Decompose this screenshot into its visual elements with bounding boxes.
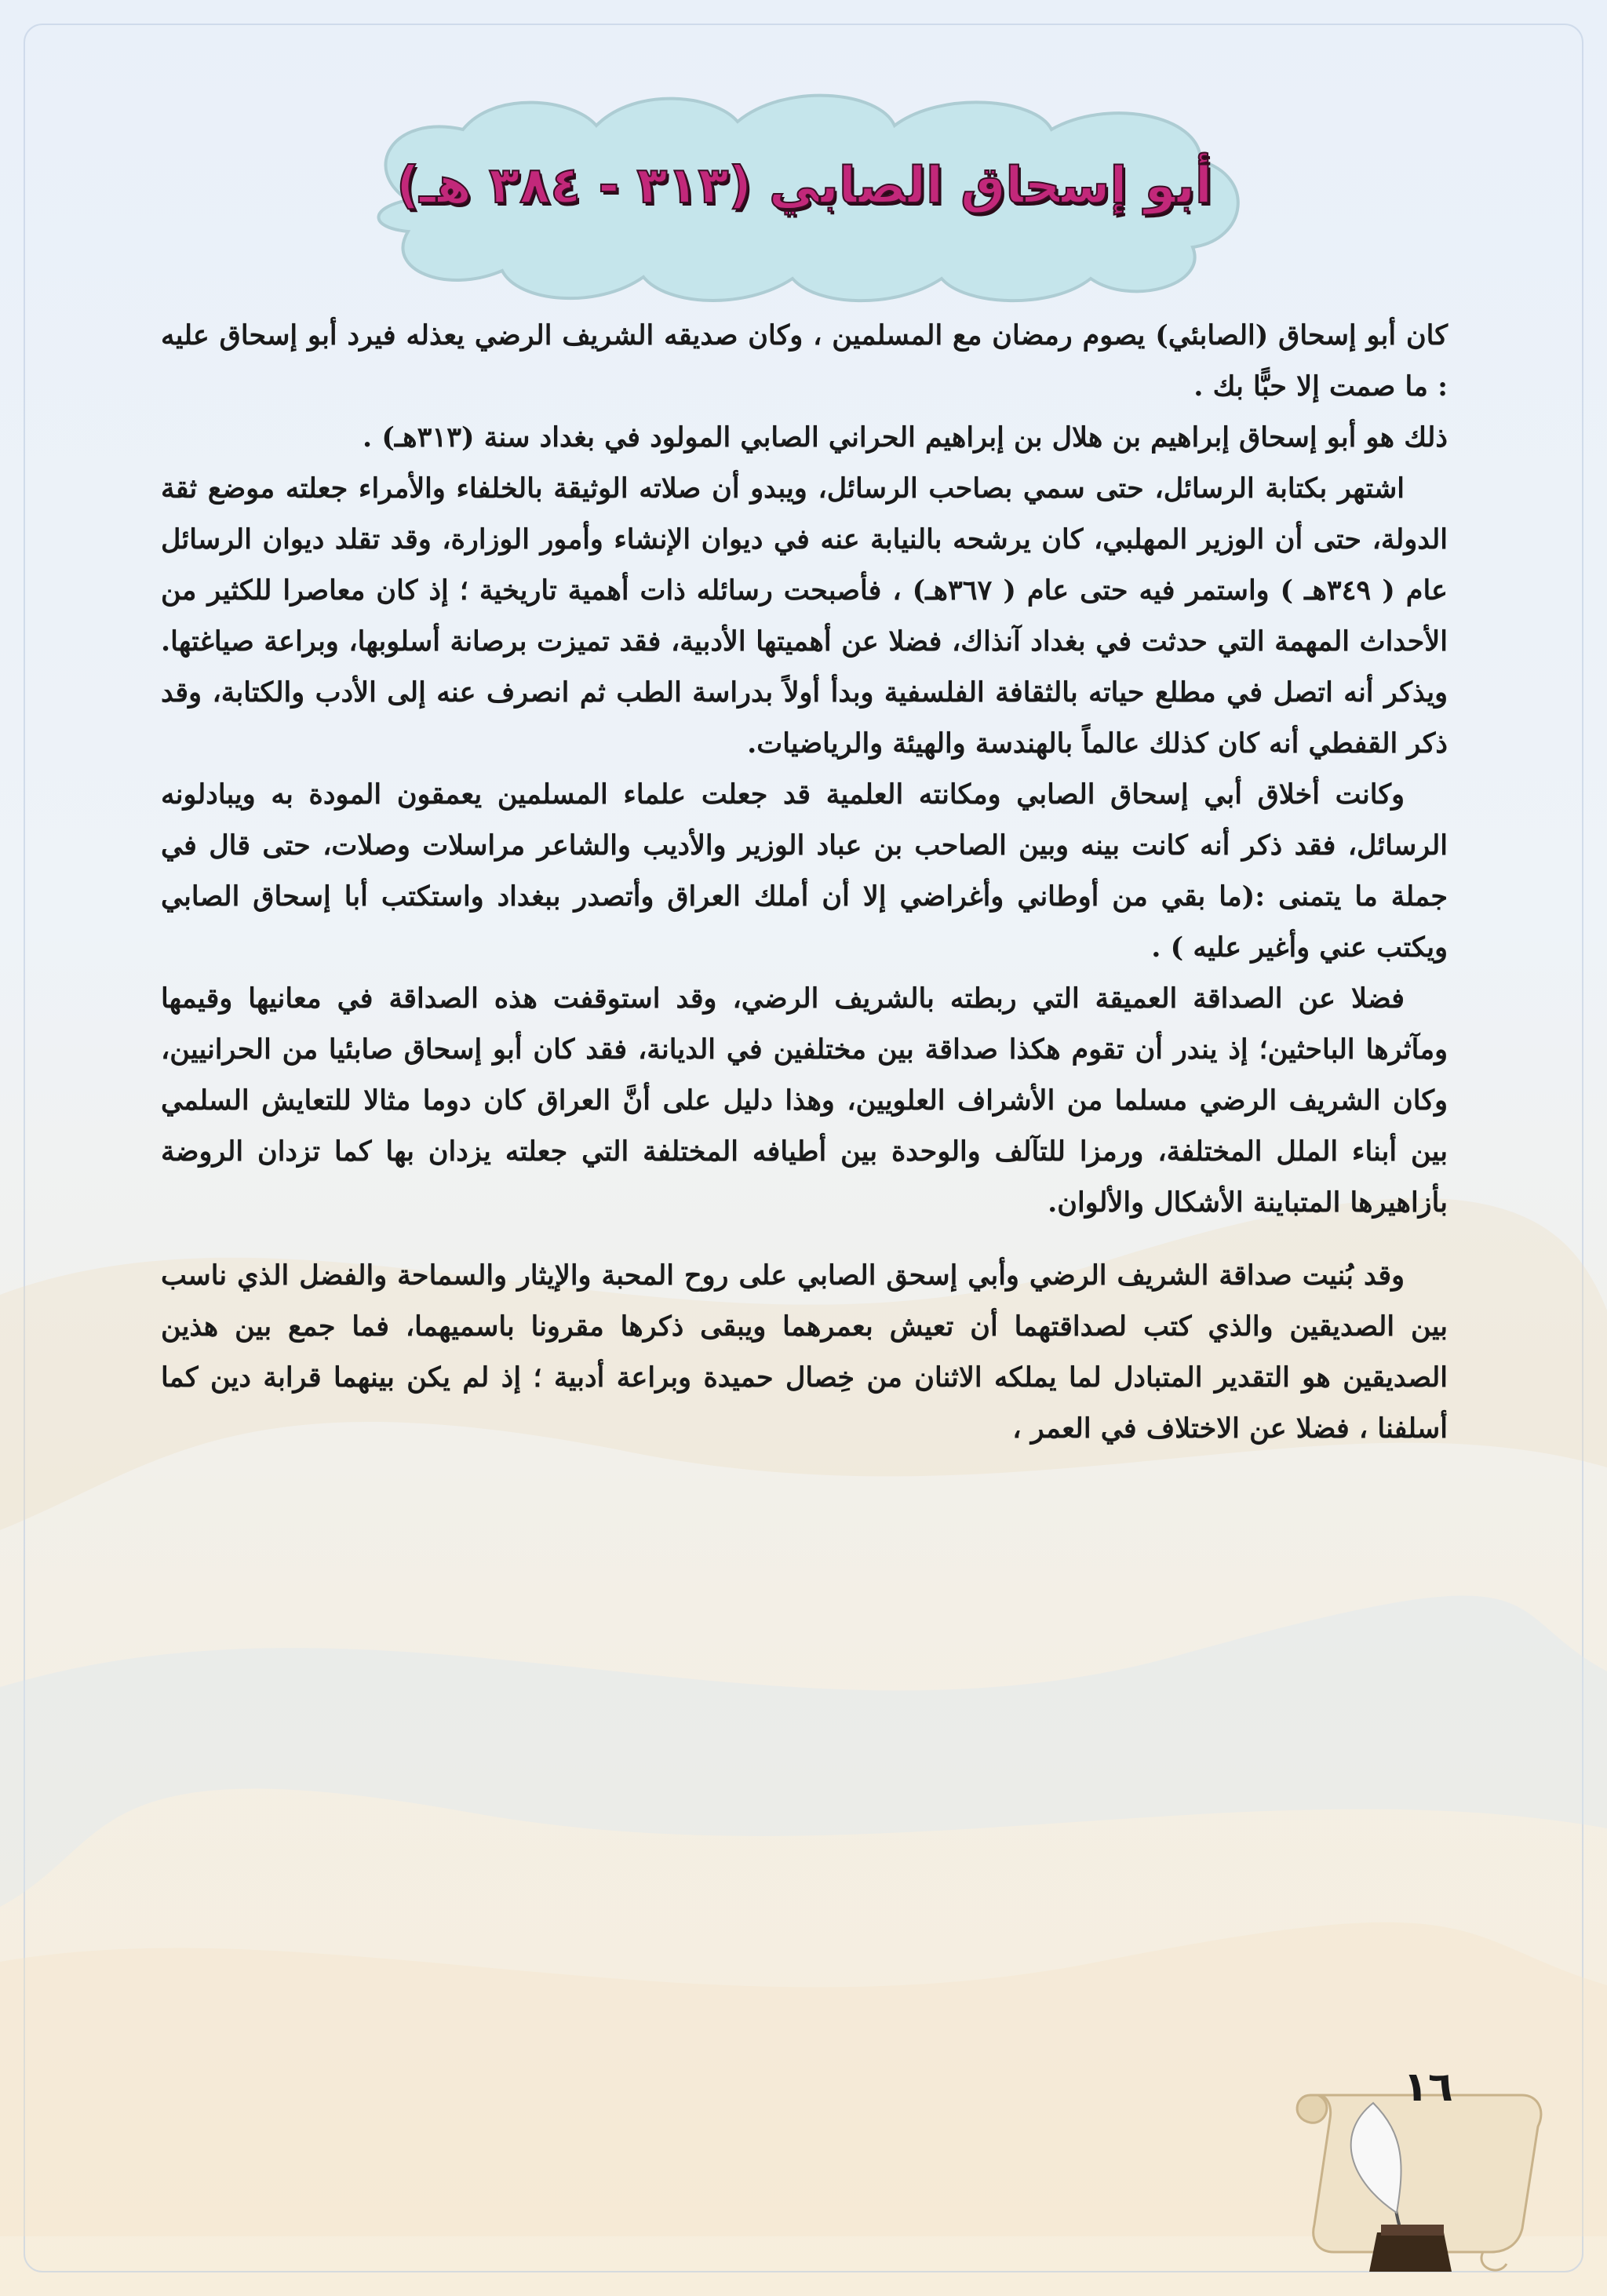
- article-body: [161, 310, 1448, 1454]
- page-title: أبو إسحاق الصابي (٣١٣ - ٣٨٤ هـ): [396, 157, 1212, 215]
- paragraph-6: وقد بُنيت صداقة الشريف الرضي وأبي إسحق الصابي على روح المحبة والإيثار والسماحة والفضل الذي ناسب بين الصديقين والذي كتب لصداقتهما أن تعيش بعمرهما ويبقى ذكرها مقرونا باسميهما، فما جمع بين هذين الصديقين هو التقدير المتبادل لما يملكه الاثنان من خِصال حميدة وبراعة أدبية ؛ إذ لم يكن بينهما قرابة دين كما أسلفنا ، فضلا عن الاختلاف في العمر ،: [161, 1259, 1448, 1445]
- paragraph-1: كان أبو إسحاق (الصابئي) يصوم رمضان مع المسلمين ، وكان صديقه الشريف الرضي يعذله فيرد أبو إسحاق عليه : ما صمت إلا حبًّا بك .: [161, 319, 1448, 403]
- paragraph-4: وكانت أخلاق أبي إسحاق الصابي ومكانته العلمية قد جعلت علماء المسلمين يعمقون المودة به ويبادلونه الرسائل، فقد ذكر أنه كانت بينه وبين الصاحب بن عباد الوزير والأديب والشاعر مراسلات وصلات، حتى قال في جملة ما يتمنى :(ما بقي من أوطاني وأغراضي إلا أن أملك العراق وأتصدر ببغداد واستكتب أبا إسحاق الصابي ويكتب عني وأغير عليه ) .: [161, 778, 1448, 964]
- paragraph-2: ذلك هو أبو إسحاق إبراهيم بن هلال بن إبراهيم الحراني الصابي المولود في بغداد سنة (٣١٣هـ) .: [362, 421, 1448, 454]
- paragraph-3: اشتهر بكتابة الرسائل، حتى سمي بصاحب الرسائل، ويبدو أن صلاته الوثيقة بالخلفاء والأمراء جعلته موضع ثقة الدولة، حتى أن الوزير المهلبي، كان يرشحه بالنيابة عنه في ديوان الإنشاء وأمور الوزارة، وقد تقلد ديوان الرسائل عام ( ٣٤٩هـ ) واستمر فيه حتى عام ( ٣٦٧هـ) ، فأصبحت رسائله ذات أهمية تاريخية ؛ إذ كان معاصرا للكثير من الأحداث المهمة التي حدثت في بغداد آنذاك، فضلا عن أهميتها الأدبية، فقد تميزت برصانة أسلوبها، وبراعة صياغتها. ويذكر أنه اتصل في مطلع حياته بالثقافة الفلسفية وبدأ أولاً بدراسة الطب ثم انصرف عنه إلى الأدب والكتابة، وقد ذكر القفطي أنه كان كذلك عالماً بالهندسة والهيئة والرياضيات.: [161, 472, 1448, 760]
- paragraph-5: فضلا عن الصداقة العميقة التي ربطته بالشريف الرضي، وقد استوقفت هذه الصداقة في معانيها وقيمها ومآثرها الباحثين؛ إذ يندر أن تقوم هكذا صداقة بين مختلفين في الديانة، فقد كان أبو إسحاق صابئيا من الحرانيين، وكان الشريف الرضي مسلما من الأشراف العلويين، وهذا دليل على أنَّ العراق كان دوما مثالا للتعايش السلمي بين أبناء الملل المختلفة، ورمزا للتآلف والوحدة بين أطيافه المختلفة التي جعلته يزدان بها كما تزدان الروضة بأزاهيرها المتباينة الأشكال والألوان.: [161, 982, 1448, 1219]
- page-number: ١٦: [1403, 2064, 1453, 2111]
